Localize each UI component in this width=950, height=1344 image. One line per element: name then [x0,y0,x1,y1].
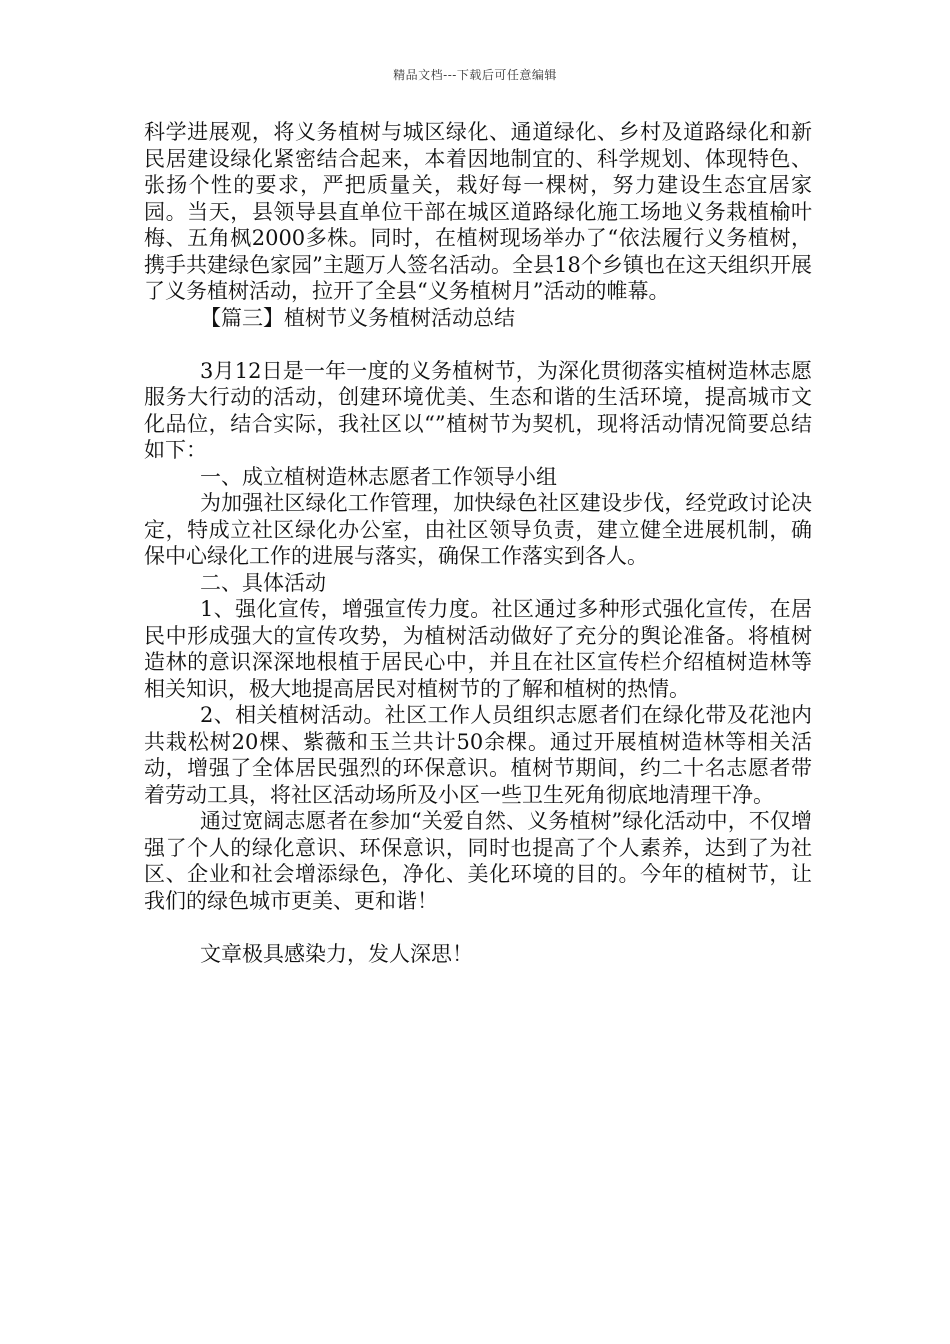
paragraph-continuation: 科学进展观，将义务植树与城区绿化、通道绿化、乡村及道路绿化和新民居建设绿化紧密结合起来，本着因地制宜的、科学规划、体现特色、张扬个性的要求，严把质量关，栽好每一棵树，努力建设生态宜居家园。当天，县领导县直单位干部在城区道路绿化施工场地义务栽植榆叶梅、五角枫2000多株。同时，在植树现场举办了“依法履行义务植树，携手共建绿色家园”主题万人签名活动。全县18个乡镇也在这天组织开展了义务植树活动，拉开了全县“义务植树月”活动的帷幕。 [144,120,812,303]
document-body [144,119,812,967]
subheading-activities: 二、具体活动 [200,570,326,595]
subheading-leadership-group: 一、成立植树造林志愿者工作领导小组 [200,464,557,489]
paragraph-publicity: 1、强化宣传，增强宣传力度。社区通过多种形式强化宣传，在居民中形成强大的宣传攻势，为植树活动做好了充分的舆论准备。将植树造林的意识深深地根植于居民心中，并且在社区宣传栏介绍植树造林等相关知识，极大地提高居民对植树节的了解和植树的热情。 [144,597,812,701]
section-title: 【篇三】植树节义务植树活动总结 [200,305,515,330]
paragraph-intro: 3月12日是一年一度的义务植树节，为深化贯彻落实植树造林志愿服务大行动的活动，创建环境优美、生态和谐的生活环境，提高城市文化品位，结合实际，我社区以“”植树节为契机，现将活动情况简要总结如下： [144,358,812,462]
closing-remark: 文章极具感染力，发人深思！ [200,941,473,966]
blank-line [144,914,812,941]
paragraph-leadership-group: 为加强社区绿化工作管理，加快绿色社区建设步伐，经党政讨论决定，特成立社区绿化办公室，由社区领导负责，建立健全进展机制，确保中心绿化工作的进展与落实，确保工作落实到各人。 [144,491,812,568]
paragraph-planting: 2、相关植树活动。社区工作人员组织志愿者们在绿化带及花池内共栽松树20棵、紫薇和玉兰共计50余棵。通过开展植树造林等相关活动，增强了全体居民强烈的环保意识。植树节期间，约二十名志愿者带着劳动工具，将社区活动场所及小区一些卫生死角彻底地清理干净。 [144,703,812,807]
page-header: 精品文档---下载后可任意编辑 [393,68,557,82]
paragraph-summary: 通过宽阔志愿者在参加“关爱自然、义务植树”绿化活动中，不仅增强了个人的绿化意识、环保意识，同时也提高了个人素养，达到了为社区、企业和社会增添绿色，净化、美化环境的目的。今年的植树节，让我们的绿色城市更美、更和谐！ [144,809,812,913]
blank-line [144,331,812,358]
